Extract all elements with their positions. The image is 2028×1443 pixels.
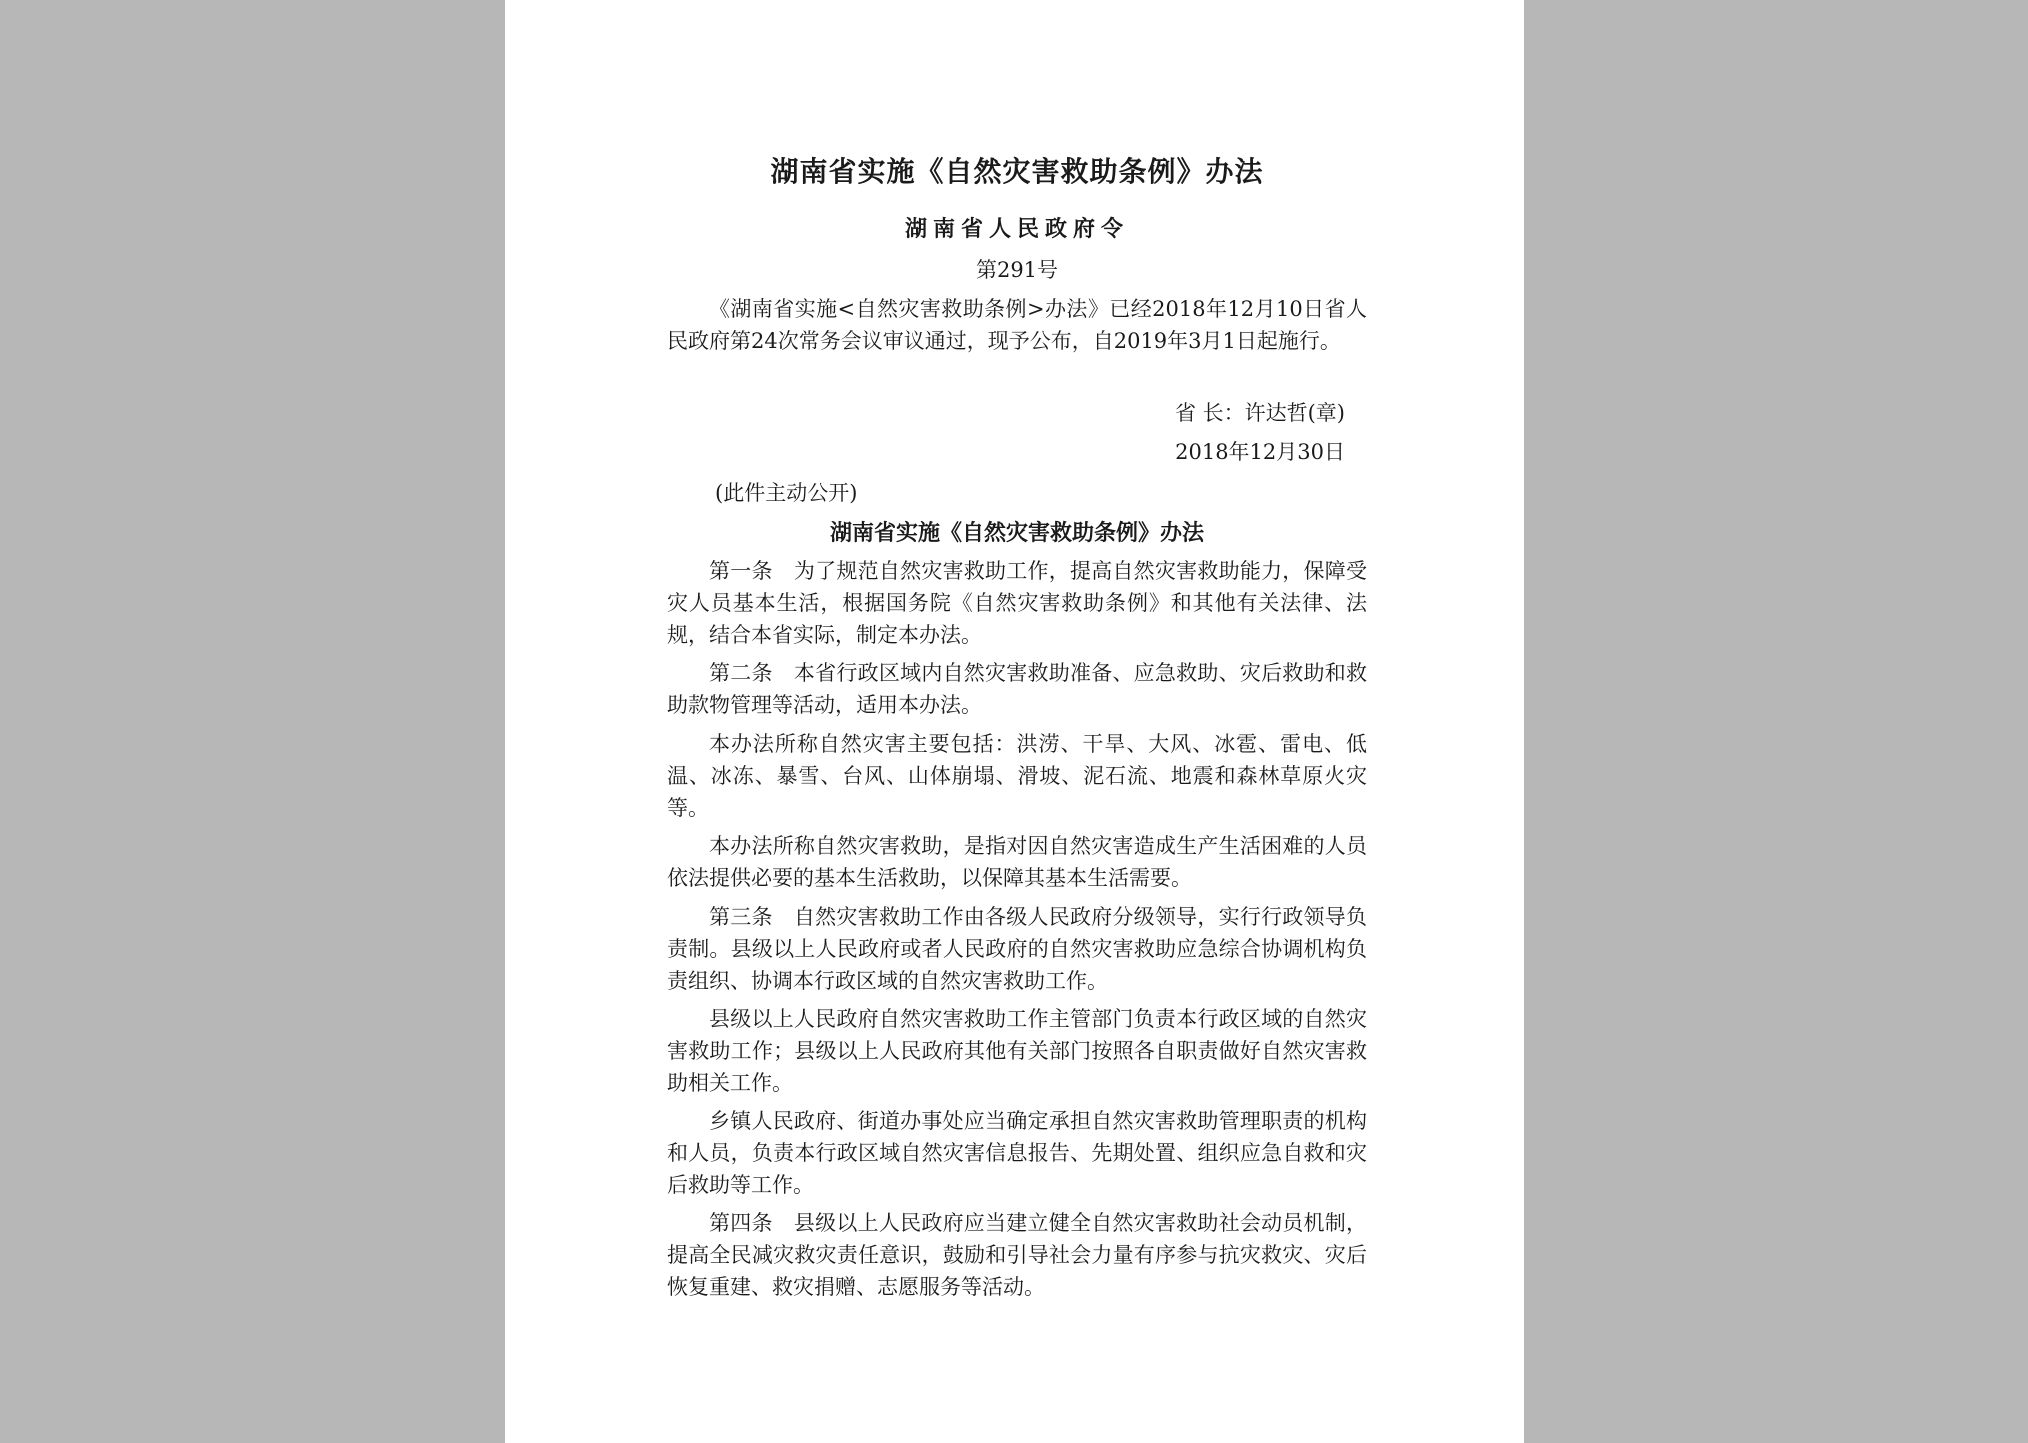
date-line: 2018年12月30日	[1175, 440, 1345, 464]
article-paragraph: 本办法所称自然灾害救助，是指对因自然灾害造成生产生活困难的人员依法提供必要的基本生活救助，以保障其基本生活需要。	[667, 834, 1367, 890]
article-paragraph: 第一条 为了规范自然灾害救助工作，提高自然灾害救助能力，保障受灾人员基本生活，根据国务院《自然灾害救助条例》和其他有关法律、法规，结合本省实际，制定本办法。	[667, 559, 1367, 647]
disclosure-note: (此件主动公开)	[715, 481, 858, 505]
signature-line: 省 长：许达哲(章)	[1174, 401, 1345, 425]
issuer-heading: 湖南省人民政府令	[904, 216, 1129, 242]
document-title: 湖南省实施《自然灾害救助条例》办法	[770, 155, 1264, 188]
article-paragraph: 第二条 本省行政区域内自然灾害救助准备、应急救助、灾后救助和救助款物管理等活动，适用本办法。	[667, 661, 1367, 717]
promulgation-paragraph: 《湖南省实施<自然灾害救助条例>办法》已经2018年12月10日省人民政府第24次常务会议审议通过，现予公布，自2019年3月1日起施行。	[667, 297, 1367, 353]
article-paragraph: 本办法所称自然灾害主要包括：洪涝、干旱、大风、冰雹、雷电、低温、冰冻、暴雪、台风、山体崩塌、滑坡、泥石流、地震和森林草原火灾等。	[667, 732, 1367, 820]
order-number: 第291号	[975, 258, 1059, 282]
article-paragraph: 第三条 自然灾害救助工作由各级人民政府分级领导，实行行政领导负责制。县级以上人民政府或者人民政府的自然灾害救助应急综合协调机构负责组织、协调本行政区域的自然灾害救助工作。	[667, 905, 1367, 993]
document-page	[505, 0, 1524, 1443]
measures-subtitle: 湖南省实施《自然灾害救助条例》办法	[829, 520, 1204, 546]
article-paragraph: 县级以上人民政府自然灾害救助工作主管部门负责本行政区域的自然灾害救助工作；县级以上人民政府其他有关部门按照各自职责做好自然灾害救助相关工作。	[667, 1007, 1367, 1095]
article-paragraph: 乡镇人民政府、街道办事处应当确定承担自然灾害救助管理职责的机构和人员，负责本行政区域自然灾害信息报告、先期处置、组织应急自救和灾后救助等工作。	[667, 1109, 1367, 1197]
article-paragraph: 第四条 县级以上人民政府应当建立健全自然灾害救助社会动员机制，提高全民减灾救灾责任意识，鼓励和引导社会力量有序参与抗灾救灾、灾后恢复重建、救灾捐赠、志愿服务等活动。	[667, 1211, 1367, 1299]
